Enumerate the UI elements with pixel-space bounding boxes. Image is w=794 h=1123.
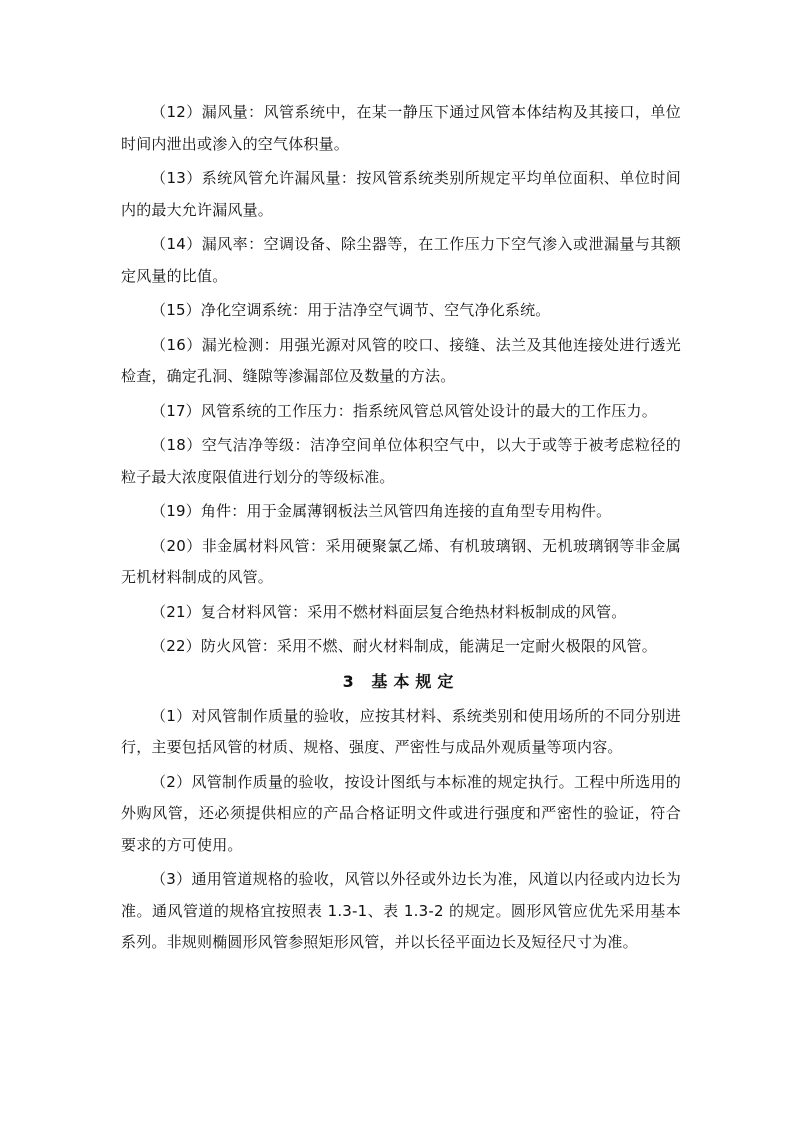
definition-17: （17）风管系统的工作压力：指系统风管总风管处设计的最大的工作压力。: [151, 401, 657, 420]
rule-2: （2）风管制作质量的验收，按设计图纸与本标准的规定执行。工程中所选用的外购风管，还必须提供相应的产品合格证明文件或进行强度和严密性的验证，符合要求的方可使用。: [121, 772, 681, 854]
page-content: [121, 97, 681, 962]
definition-21: （21）复合材料风管：采用不燃材料面层复合绝热材料板制成的风管。: [151, 602, 627, 621]
definition-15: （15）净化空调系统：用于洁净空气调节、空气净化系统。: [151, 301, 551, 319]
definition-20: （20）非金属材料风管：采用硬聚氯乙烯、有机玻璃钢、无机玻璃钢等非金属无机材料制成的风管。: [121, 536, 681, 586]
definition-19: （19）角件：用于金属薄钢板法兰风管四角连接的直角型专用构件。: [151, 502, 612, 520]
rule-3: （3）通用管道规格的验收，风管以外径或外边长为准，风道以内径或内边长为准。通风管道的规格宜按照表 1.3-1、表 1.3-2 的规定。圆形风管应优先采用基本系列。非规则椭圆形风管参照矩形风管，并以长径平面边长及短径尺寸为准。: [121, 870, 681, 951]
definition-22: （22）防火风管：采用不燃、耐火材料制成，能满足一定耐火极限的风管。: [151, 637, 657, 655]
definition-16: （16）漏光检测：用强光源对风管的咬口、接缝、法兰及其他连接处进行透光检查，确定孔洞、缝隙等渗漏部位及数量的方法。: [121, 335, 681, 385]
definition-18: （18）空气洁净等级：洁净空间单位体积空气中，以大于或等于被考虑粒径的粒子最大浓度限值进行划分的等级标准。: [121, 436, 681, 486]
definition-12: （12）漏风量：风管系统中，在某一静压下通过风管本体结构及其接口，单位时间内泄出或渗入的空气体积量。: [121, 103, 681, 153]
rule-1: （1）对风管制作质量的验收，应按其材料、系统类别和使用场所的不同分别进行，主要包括风管的材质、规格、强度、严密性与成品外观质量等项内容。: [121, 706, 681, 756]
definition-13: （13）系统风管允许漏风量：按风管系统类别所规定平均单位面积、单位时间内的最大允许漏风量。: [121, 169, 681, 219]
definition-14: （14）漏风率：空调设备、除尘器等，在工作压力下空气渗入或泄漏量与其额定风量的比值。: [121, 235, 681, 285]
section-heading: 3 基本规定: [342, 671, 460, 691]
